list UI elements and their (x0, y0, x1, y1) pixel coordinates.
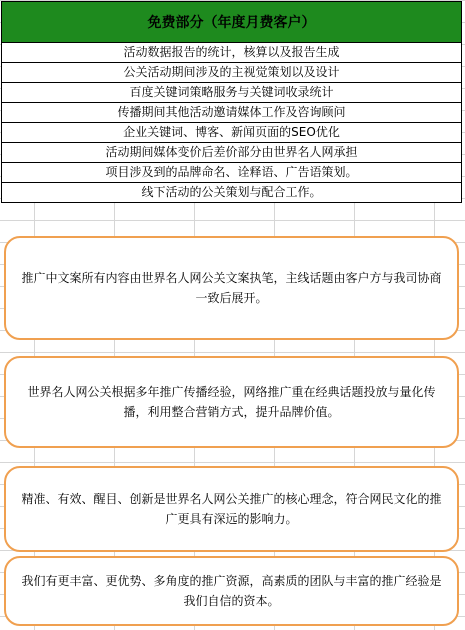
table-row (2, 183, 462, 203)
note-box-copywriting[interactable] (4, 236, 459, 340)
table-cell[interactable]: 传播期间其他活动邀请媒体工作及咨询顾问 (2, 103, 462, 123)
note-text: 世界名人网公关根据多年推广传播经验，网络推广重在经典话题投放与量化传播，利用整合营销方式，提升品牌价值。 (27, 385, 436, 419)
table-header-row (2, 2, 462, 43)
table-cell[interactable]: 活动期间媒体变价后差价部分由世界名人网承担 (2, 143, 462, 163)
note-text: 精准、有效、醒目、创新是世界名人网公关推广的核心理念，符合网民文化的推广更具有深远的影响力。 (21, 492, 442, 526)
table-row (2, 103, 462, 123)
table-cell[interactable]: 企业关键词、博客、新闻页面的SEO优化 (2, 123, 462, 143)
table-title[interactable]: 免费部分（年度月费客户） (2, 2, 462, 43)
note-box-experience[interactable] (4, 356, 459, 448)
table-cell[interactable]: 活动数据报告的统计，核算以及报告生成 (2, 43, 462, 63)
table-cell[interactable]: 项目涉及到的品牌命名、诠释语、广告语策划。 (2, 163, 462, 183)
table-row (2, 83, 462, 103)
table-cell[interactable]: 线下活动的公关策划与配合工作。 (2, 183, 462, 203)
table-cell[interactable]: 百度关键词策略服务与关键词收录统计 (2, 83, 462, 103)
table-row (2, 163, 462, 183)
free-services-table (1, 1, 462, 203)
note-box-philosophy[interactable] (4, 466, 459, 552)
table-row (2, 143, 462, 163)
table-row (2, 63, 462, 83)
note-text: 我们有更丰富、更优势、多角度的推广资源，高素质的团队与丰富的推广经验是我们自信的资本。 (21, 574, 442, 608)
table-row (2, 123, 462, 143)
table-cell[interactable]: 公关活动期间涉及的主视觉策划以及设计 (2, 63, 462, 83)
note-box-resources[interactable] (4, 556, 459, 626)
note-text: 推广中文案所有内容由世界名人网公关文案执笔，主线话题由客户方与我司协商一致后展开。 (21, 271, 442, 305)
table-row (2, 43, 462, 63)
